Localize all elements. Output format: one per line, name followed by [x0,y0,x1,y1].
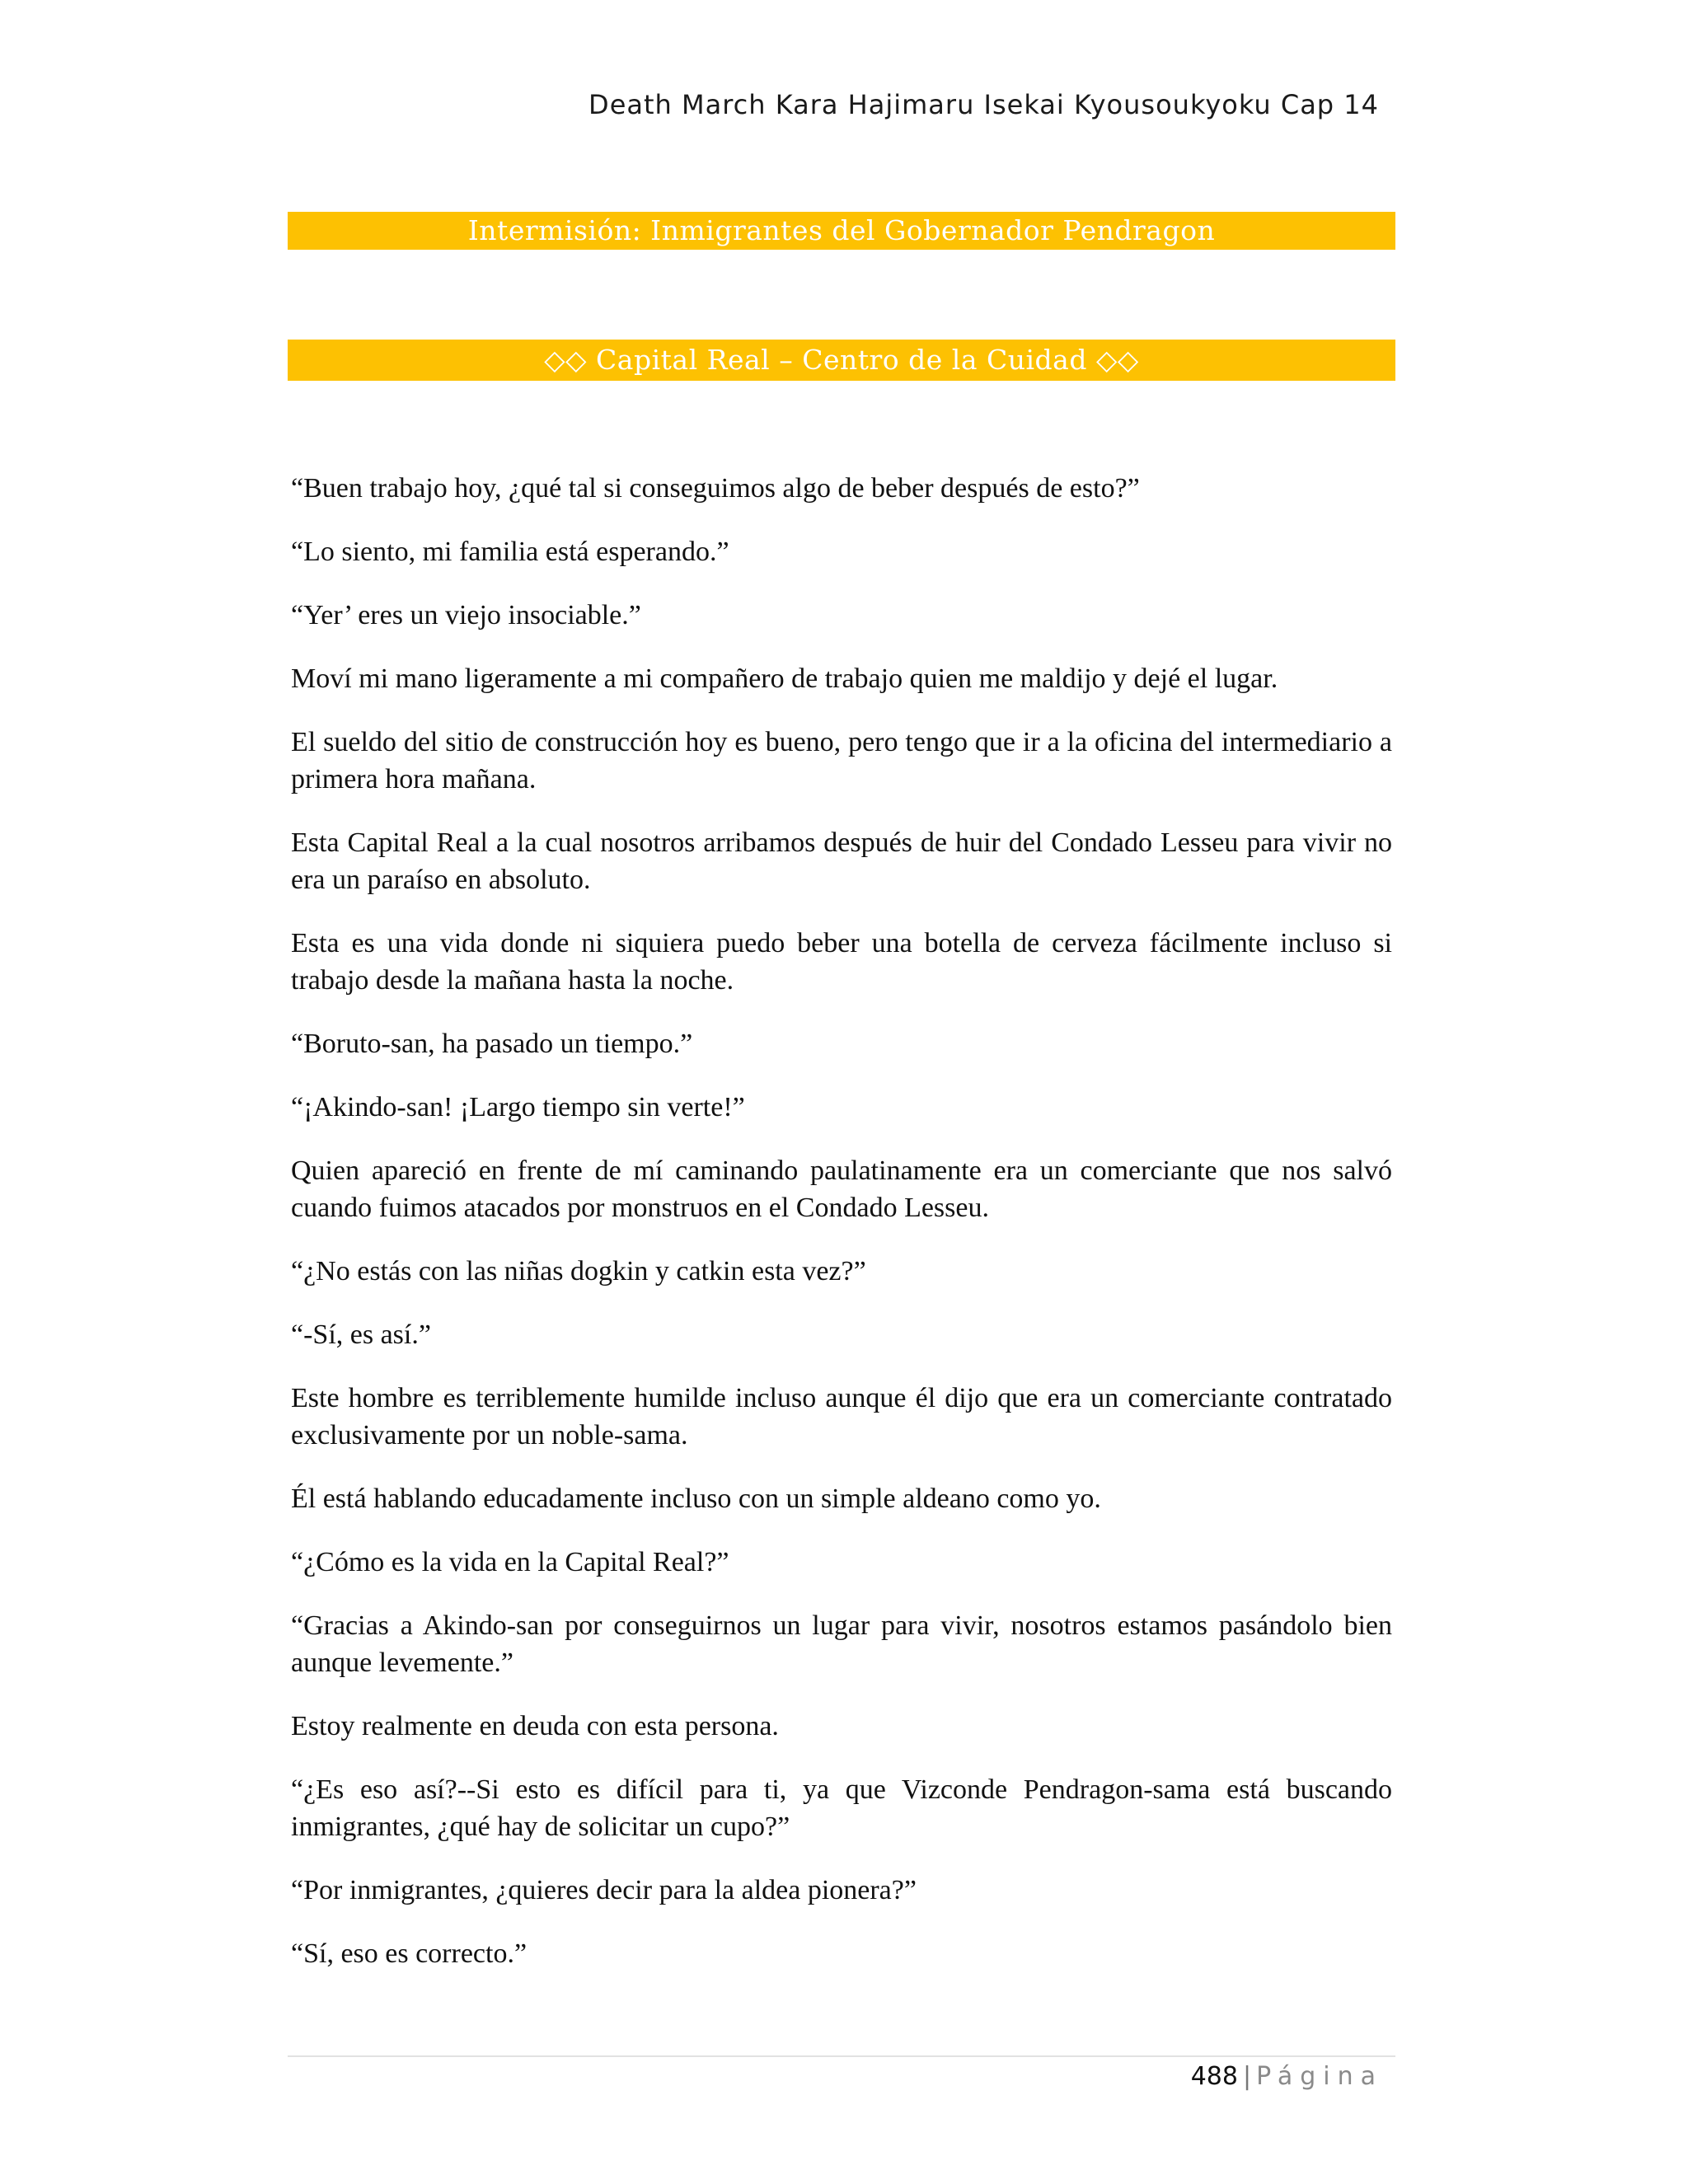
paragraph: Esta Capital Real a la cual nosotros arribamos después de huir del Condado Lesseu para vivir no era un paraíso en absoluto. [291,827,1392,895]
paragraph: “¿No estás con las niñas dogkin y catkin esta vez?” [291,1256,866,1286]
paragraph: “¿Cómo es la vida en la Capital Real?” [291,1547,729,1577]
paragraph: Estoy realmente en deuda con esta persona. [291,1711,779,1741]
chapter-title-banner: Intermisión: Inmigrantes del Gobernador Pendragon [288,212,1395,250]
footer-separator: | [1242,2062,1252,2091]
paragraph: Él está hablando educadamente incluso con un simple aldeano como yo. [291,1483,1101,1514]
scene-title-banner: ◇◇ Capital Real – Centro de la Cuidad ◇◇ [288,340,1395,381]
paragraph: Moví mi mano ligeramente a mi compañero de trabajo quien me maldijo y dejé el lugar. [291,663,1278,694]
footer-divider [288,2055,1395,2057]
paragraph: “-Sí, es así.” [291,1319,431,1350]
paragraph: “Lo siento, mi familia está esperando.” [291,537,729,567]
page-footer [1191,2062,1383,2091]
paragraph: El sueldo del sitio de construcción hoy es bueno, pero tengo que ir a la oficina del intermediario a primera hora mañana. [291,727,1392,794]
paragraph: “Boruto-san, ha pasado un tiempo.” [291,1029,693,1059]
paragraph: “Buen trabajo hoy, ¿qué tal si conseguimos algo de beber después de esto?” [291,473,1140,504]
paragraph: Quien apareció en frente de mí caminando paulatinamente era un comerciante que nos salvó cuando fuimos atacados por monstruos en el Condado Lesseu. [291,1155,1392,1223]
paragraph: “Por inmigrantes, ¿quieres decir para la aldea pionera?” [291,1875,917,1905]
paragraph: “Gracias a Akindo-san por conseguirnos un lugar para vivir, nosotros estamos pasándolo bien aunque levemente.” [291,1610,1392,1678]
paragraph: “Yer’ eres un viejo insociable.” [291,600,641,630]
paragraph: “¡Akindo-san! ¡Largo tiempo sin verte!” [291,1092,745,1122]
paragraph: Este hombre es terriblemente humilde incluso aunque él dijo que era un comerciante contratado exclusivamente por un noble-sama. [291,1383,1392,1451]
paragraph: “¿Es eso así?--Si esto es difícil para ti, ya que Vizconde Pendragon-sama está buscando inmigrantes, ¿qué hay de solicitar un cupo?” [291,1774,1392,1842]
running-header: Death March Kara Hajimaru Isekai Kyousoukyoku Cap 14 [588,89,1379,120]
page-word: Página [1256,2062,1383,2091]
paragraph: “Sí, eso es correcto.” [291,1938,528,1969]
paragraph: Esta es una vida donde ni siquiera puedo beber una botella de cerveza fácilmente incluso si trabajo desde la mañana hasta la noche. [291,928,1392,996]
page-number: 488 [1190,2062,1238,2091]
body-text [291,470,1392,1999]
